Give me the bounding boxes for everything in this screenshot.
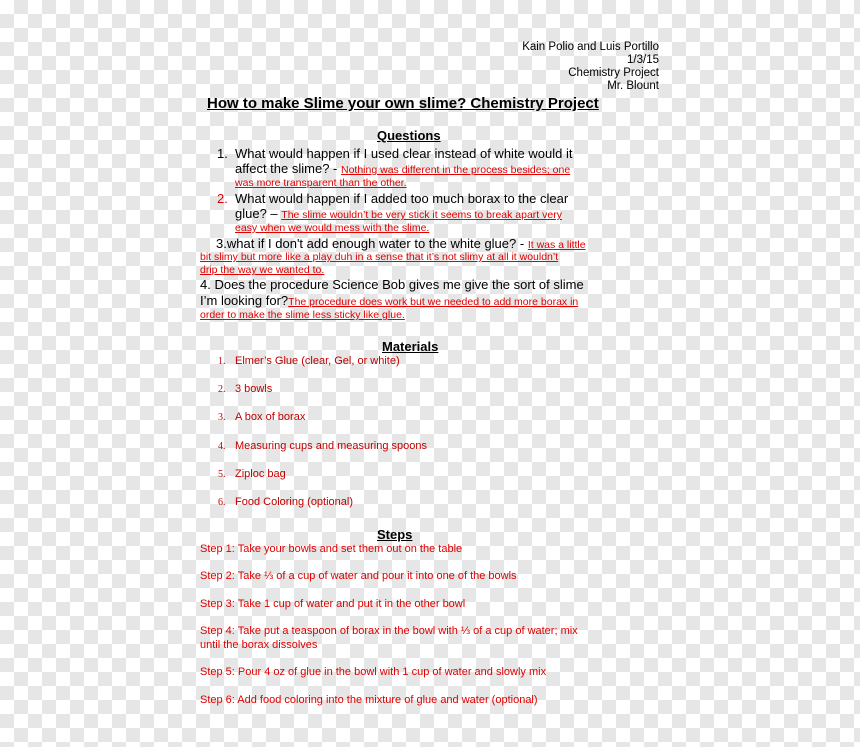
question-answer: was more transparent than the other.: [235, 177, 407, 189]
header-authors: Kain Polio and Luis Portillo: [522, 41, 659, 53]
question-answer: bit slimy but more like a play duh in a sense that it’s not slimy at all it wouldn’t: [200, 251, 559, 263]
header-project: Chemistry Project: [568, 67, 659, 79]
question-number: 2.: [217, 191, 228, 206]
step-item: Step 4: Take put a teaspoon of borax in the bowl with ⅓ of a cup of water; mix: [200, 625, 578, 637]
material-number: 5.: [218, 469, 226, 480]
material-text: Ziploc bag: [235, 468, 286, 480]
question-number: 4.: [200, 277, 211, 292]
question-answer: order to make the slime less sticky like glue.: [200, 309, 405, 321]
document-title: How to make Slime your own slime? Chemistry Project: [207, 95, 599, 112]
materials-heading: Materials: [382, 339, 439, 354]
question-number: 1.: [217, 146, 228, 161]
step-item-continuation: until the borax dissolves: [200, 639, 318, 651]
material-text: 3 bowls: [235, 383, 273, 395]
question-answer: The procedure does work but we needed to add more borax in: [288, 296, 579, 308]
steps-heading: Steps: [377, 527, 413, 542]
question-answer: drip the way we wanted to.: [200, 264, 325, 276]
step-item: Step 1: Take your bowls and set them out on the table: [200, 543, 463, 555]
question-answer: easy when we would mess with the slime.: [235, 222, 430, 234]
question-answer: It was a little: [527, 239, 586, 251]
question-answer: Nothing was different in the process besides; one: [341, 164, 571, 176]
material-number: 4.: [218, 441, 226, 452]
question-text: affect the slime? -: [235, 161, 338, 176]
question-text: Does the procedure Science Bob gives me give the sort of slime: [214, 277, 584, 292]
material-text: Elmer’s Glue (clear, Gel, or white): [235, 355, 400, 367]
material-number: 2.: [218, 384, 226, 395]
question-text: What would happen if I used clear instead of white would it: [235, 146, 573, 161]
material-text: Measuring cups and measuring spoons: [235, 440, 428, 452]
question-text: I’m looking for?: [200, 293, 289, 308]
header-date: 1/3/15: [627, 54, 659, 66]
step-item: Step 5: Pour 4 oz of glue in the bowl with 1 cup of water and slowly mix: [200, 666, 547, 678]
material-number: 1.: [218, 356, 226, 367]
question-text: What would happen if I added too much borax to the clear: [235, 191, 569, 206]
material-text: A box of borax: [235, 411, 306, 423]
step-item: Step 3: Take 1 cup of water and put it in the other bowl: [200, 598, 466, 610]
material-text: Food Coloring (optional): [235, 496, 354, 508]
question-number: 3.: [216, 236, 227, 251]
step-item: Step 6: Add food coloring into the mixture of glue and water (optional): [200, 694, 538, 706]
question-answer: The slime wouldn’t be very stick it seems to break apart very: [281, 209, 562, 221]
material-number: 6.: [218, 497, 226, 508]
header-teacher: Mr. Blount: [607, 80, 659, 92]
material-number: 3.: [218, 412, 226, 423]
step-item: Step 2: Take ⅓ of a cup of water and pour it into one of the bowls: [200, 570, 517, 582]
question-text: glue? –: [235, 206, 278, 221]
question-text: what if I don't add enough water to the white glue? -: [226, 236, 525, 251]
questions-heading: Questions: [377, 128, 441, 143]
